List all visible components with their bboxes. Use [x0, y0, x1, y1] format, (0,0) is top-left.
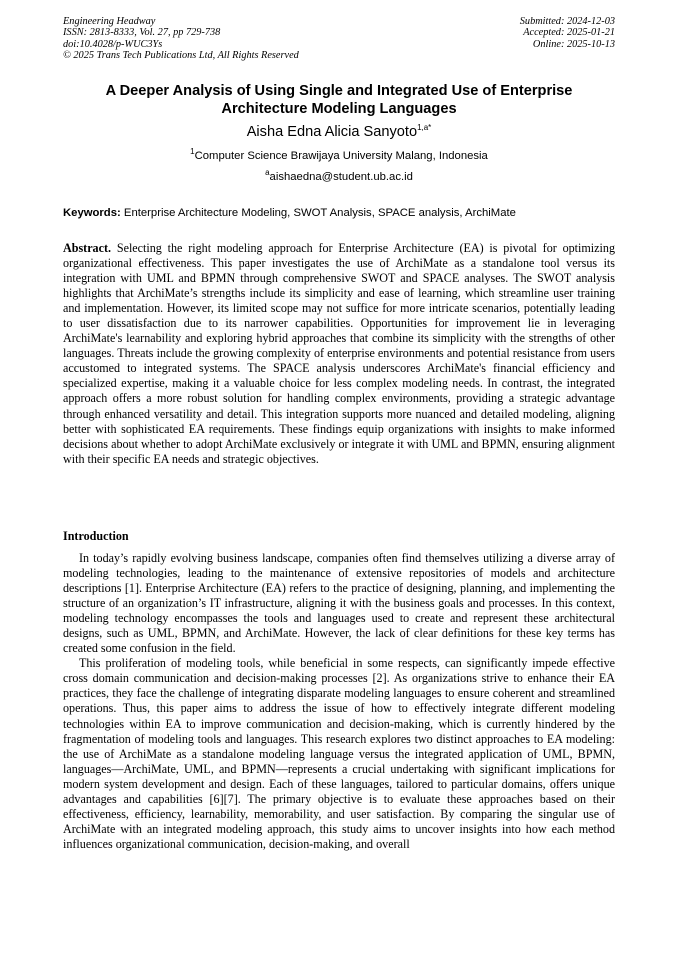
- journal-name: Engineering Headway: [63, 16, 156, 27]
- submitted-date: Submitted: 2024-12-03: [519, 16, 615, 27]
- email-text[interactable]: aishaedna@student.ub.ac.id: [269, 171, 413, 183]
- section-heading-introduction: Introduction: [63, 529, 129, 543]
- author-email: [63, 168, 615, 183]
- keywords: [63, 207, 615, 219]
- abstract-text: Selecting the right modeling approach for Enterprise Architecture (EA) is pivotal for optimizing organizational effectiveness. This paper investigates the use of ArchiMate as a standalone tool versus its integration with UML and BPMN through comprehensive SWOT and SPACE analyses. The SWOT analysis highlights that ArchiMate’s strengths include its simplicity and ease of learning, which streamline user training and implementation. However, its limited scope may not suffice for more intricate scenarios, potentially leading to user dissatisfaction due to its narrower capabilities. Opportunities for improvement lie in leveraging ArchiMate's learnability and exploring hybrid approaches that combine its simplicity with the strengths of other languages. Threats include the growing complexity of enterprise environments and potential resistance from users accustomed to integrated systems. The SPACE analysis underscores ArchiMate's financial efficiency and specialized expertise, making it a valuable choice for less complex modeling needs. In contrast, the integrated approach offers a more robust solution for handling complex environments, providing a strategic advantage through enhanced versatility and detail. This integration supports more nuanced and detailed modeling, aligning better with sophisticated EA requirements. These findings equip organizations with insights to make informed decisions about whether to adopt ArchiMate exclusively or integrate it with UML and BPMN, ensuring alignment with their specific EA needs and strategic objectives.: [63, 241, 615, 466]
- abstract-label: Abstract.: [63, 241, 112, 255]
- journal-doi[interactable]: doi:10.4028/p-WUC3Ys: [63, 38, 163, 50]
- journal-issn: ISSN: 2813-8333, Vol. 27, pp 729-738: [63, 27, 221, 39]
- keywords-text: Enterprise Architecture Modeling, SWOT Analysis, SPACE analysis, ArchiMate: [123, 207, 516, 219]
- author-name: Aisha Edna Alicia Sanyoto: [246, 124, 418, 140]
- journal-copyright: © 2025 Trans Tech Publications Ltd, All Rights Reserved: [63, 50, 299, 62]
- paragraph: In today’s rapidly evolving business landscape, companies often find themselves utilizing a diverse array of modeling technologies, leading to the maintenance of extensive repositories of models and architecture descriptions [1]. Enterprise Architecture (EA) refers to the practice of designing, planning, and implementing the structure of an organization’s IT infrastructure, aligning it with the business goals and processes. In this context, modeling technology encompasses the tools and languages used to create and represent these architectural designs, such as UML, BPMN, and ArchiMate. However, the lack of clear definitions for these key terms has created some confusion in the field.: [63, 551, 615, 656]
- abstract: [63, 241, 615, 467]
- author-line: [63, 124, 615, 140]
- keywords-label: Keywords:: [63, 207, 121, 219]
- online-date: Online: 2025-10-13: [532, 38, 615, 50]
- affiliation-sup: 1: [190, 147, 195, 157]
- affiliation: [63, 147, 615, 162]
- submission-dates: [520, 16, 615, 50]
- author-sup: 1,a*: [417, 123, 432, 133]
- email-sup: a: [265, 168, 270, 178]
- paper-title: A Deeper Analysis of Using Single and Integrated Use of Enterprise Architecture Modeling Languages: [105, 83, 573, 117]
- journal-info: [63, 16, 299, 62]
- affiliation-text: Computer Science Brawijaya University Malang, Indonesia: [194, 150, 488, 162]
- accepted-date: Accepted: 2025-01-21: [523, 27, 615, 39]
- paragraph: This proliferation of modeling tools, while beneficial in some respects, can significantly impede effective cross domain communication and decision-making processes [2]. As organizations strive to enhance their EA practices, they face the challenge of integrating disparate modeling languages to ensure coherent and streamlined operations. Thus, this paper aims to address the issue of how to effectively integrate different modeling technologies within EA to improve communication and decision-making, which is currently hindered by the fragmentation of modeling tools and languages. This research explores two distinct approaches to EA modeling: the use of ArchiMate as a standalone modeling language versus the integrated application of UML, BPMN, languages—ArchiMate, UML, and BPMN—represents a crucial undertaking with significant implications for modern system development and design. Each of these languages, tailored to particular domains, offers unique advantages and capabilities [6][7]. The primary objective is to evaluate these approaches based on their effectiveness, efficiency, learnability, memorability, and user satisfaction. By comparing the singular use of ArchiMate with an integrated modeling approach, this study aims to uncover insights into how each method influences organizational communication, decision-making, and overall: [63, 656, 615, 851]
- introduction-body: [63, 551, 615, 852]
